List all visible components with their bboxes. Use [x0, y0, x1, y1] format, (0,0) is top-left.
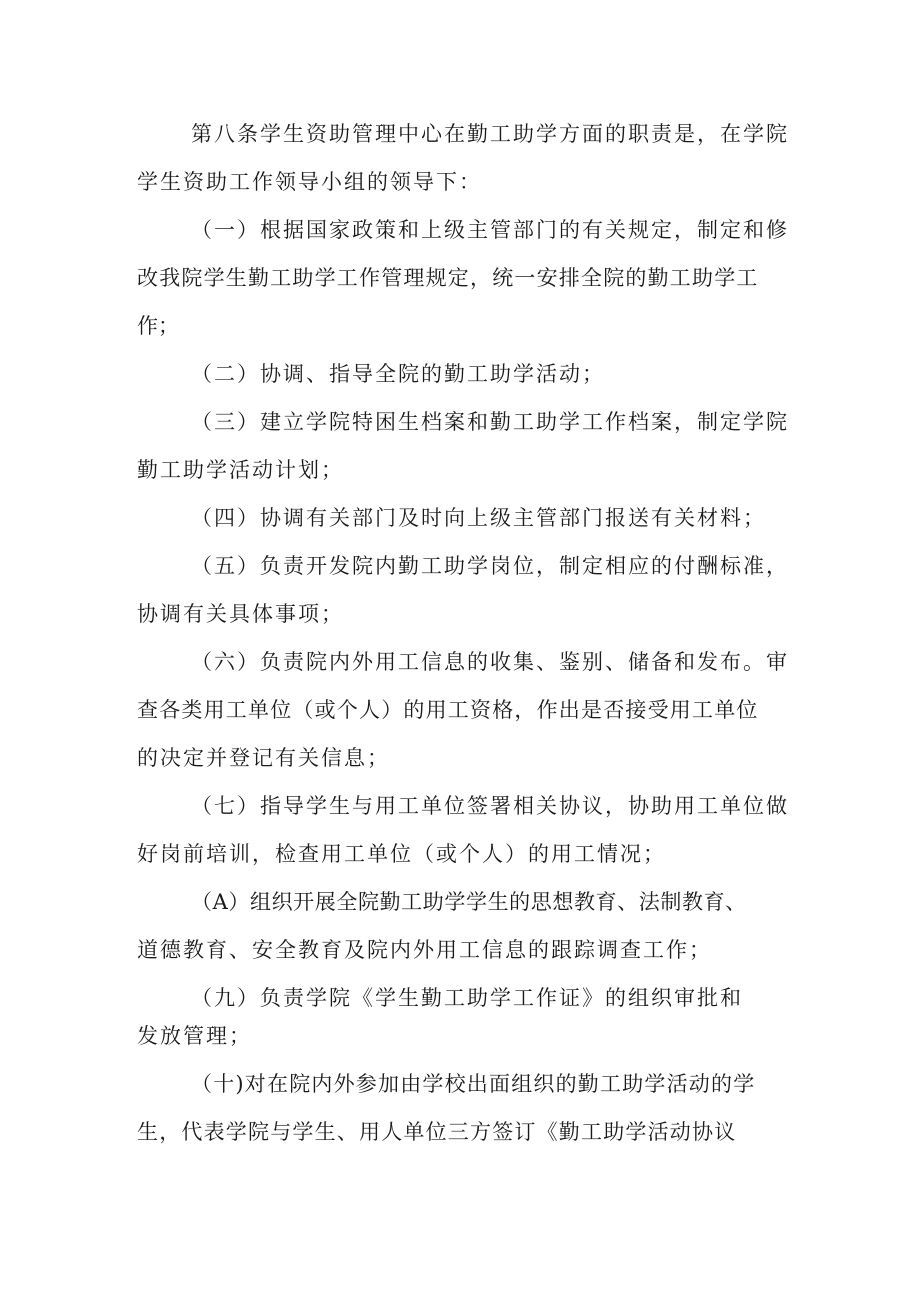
clause-2-line-1: （二）协调、指导全院的勤工助学活动；	[191, 362, 605, 386]
clause-10-line-2: 生，代表学院与学生、用人单位三方签订《勤工助学活动协议	[137, 1120, 737, 1144]
clause-5-line-1: （五）负责开发院内勤工助学岗位，制定相应的付酬标准，	[191, 554, 789, 578]
clause-1-line-2: 改我院学生勤工助学工作管理规定，统一安排全院的勤工助学工	[137, 266, 759, 290]
clause-3-line-2: 勤工助学活动计划；	[137, 458, 344, 482]
clause-1-line-3: 作；	[137, 314, 179, 338]
clause-5-line-2: 协调有关具体事项；	[137, 602, 344, 626]
clause-6-line-2: 查各类用工单位（或个人）的用工资格，作出是否接受用工单位	[137, 698, 759, 722]
clause-3-line-1: （三）建立学院特困生档案和勤工助学工作档案，制定学院	[191, 410, 789, 434]
clause-9-line-2: 发放管理；	[137, 1024, 252, 1048]
clause-6-line-3: 的决定并登记有关信息；	[137, 746, 390, 770]
clause-6-line-1: （六）负责院内外用工信息的收集、鉴别、储备和发布。审	[191, 650, 789, 674]
clause-8-line-1: （A）组织开展全院勤工助学学生的思想教育、法制教育、	[191, 890, 747, 914]
article-8-heading-line-1: 第八条学生资助管理中心在勤工助学方面的职责是，在学院	[191, 122, 789, 146]
clause-10-line-1: （十)对在院内外参加由学校出面组织的勤工助学活动的学	[191, 1072, 756, 1096]
clause-8-line-2: 道德教育、安全教育及院内外用工信息的跟踪调查工作；	[137, 938, 712, 962]
clause-9-line-1: （九）负责学院《学生勤工助学工作证》的组织审批和	[191, 986, 743, 1010]
clause-1-line-1: （一）根据国家政策和上级主管部门的有关规定，制定和修	[191, 218, 789, 242]
article-8-heading-line-2: 学生资助工作领导小组的领导下：	[137, 170, 482, 194]
clause-7-line-1: （七）指导学生与用工单位签署相关协议，协助用工单位做	[191, 794, 789, 818]
clause-4-line-1: （四）协调有关部门及时向上级主管部门报送有关材料；	[191, 506, 766, 530]
clause-7-line-2: 好岗前培训，检查用工单位（或个人）的用工情况；	[137, 842, 666, 866]
